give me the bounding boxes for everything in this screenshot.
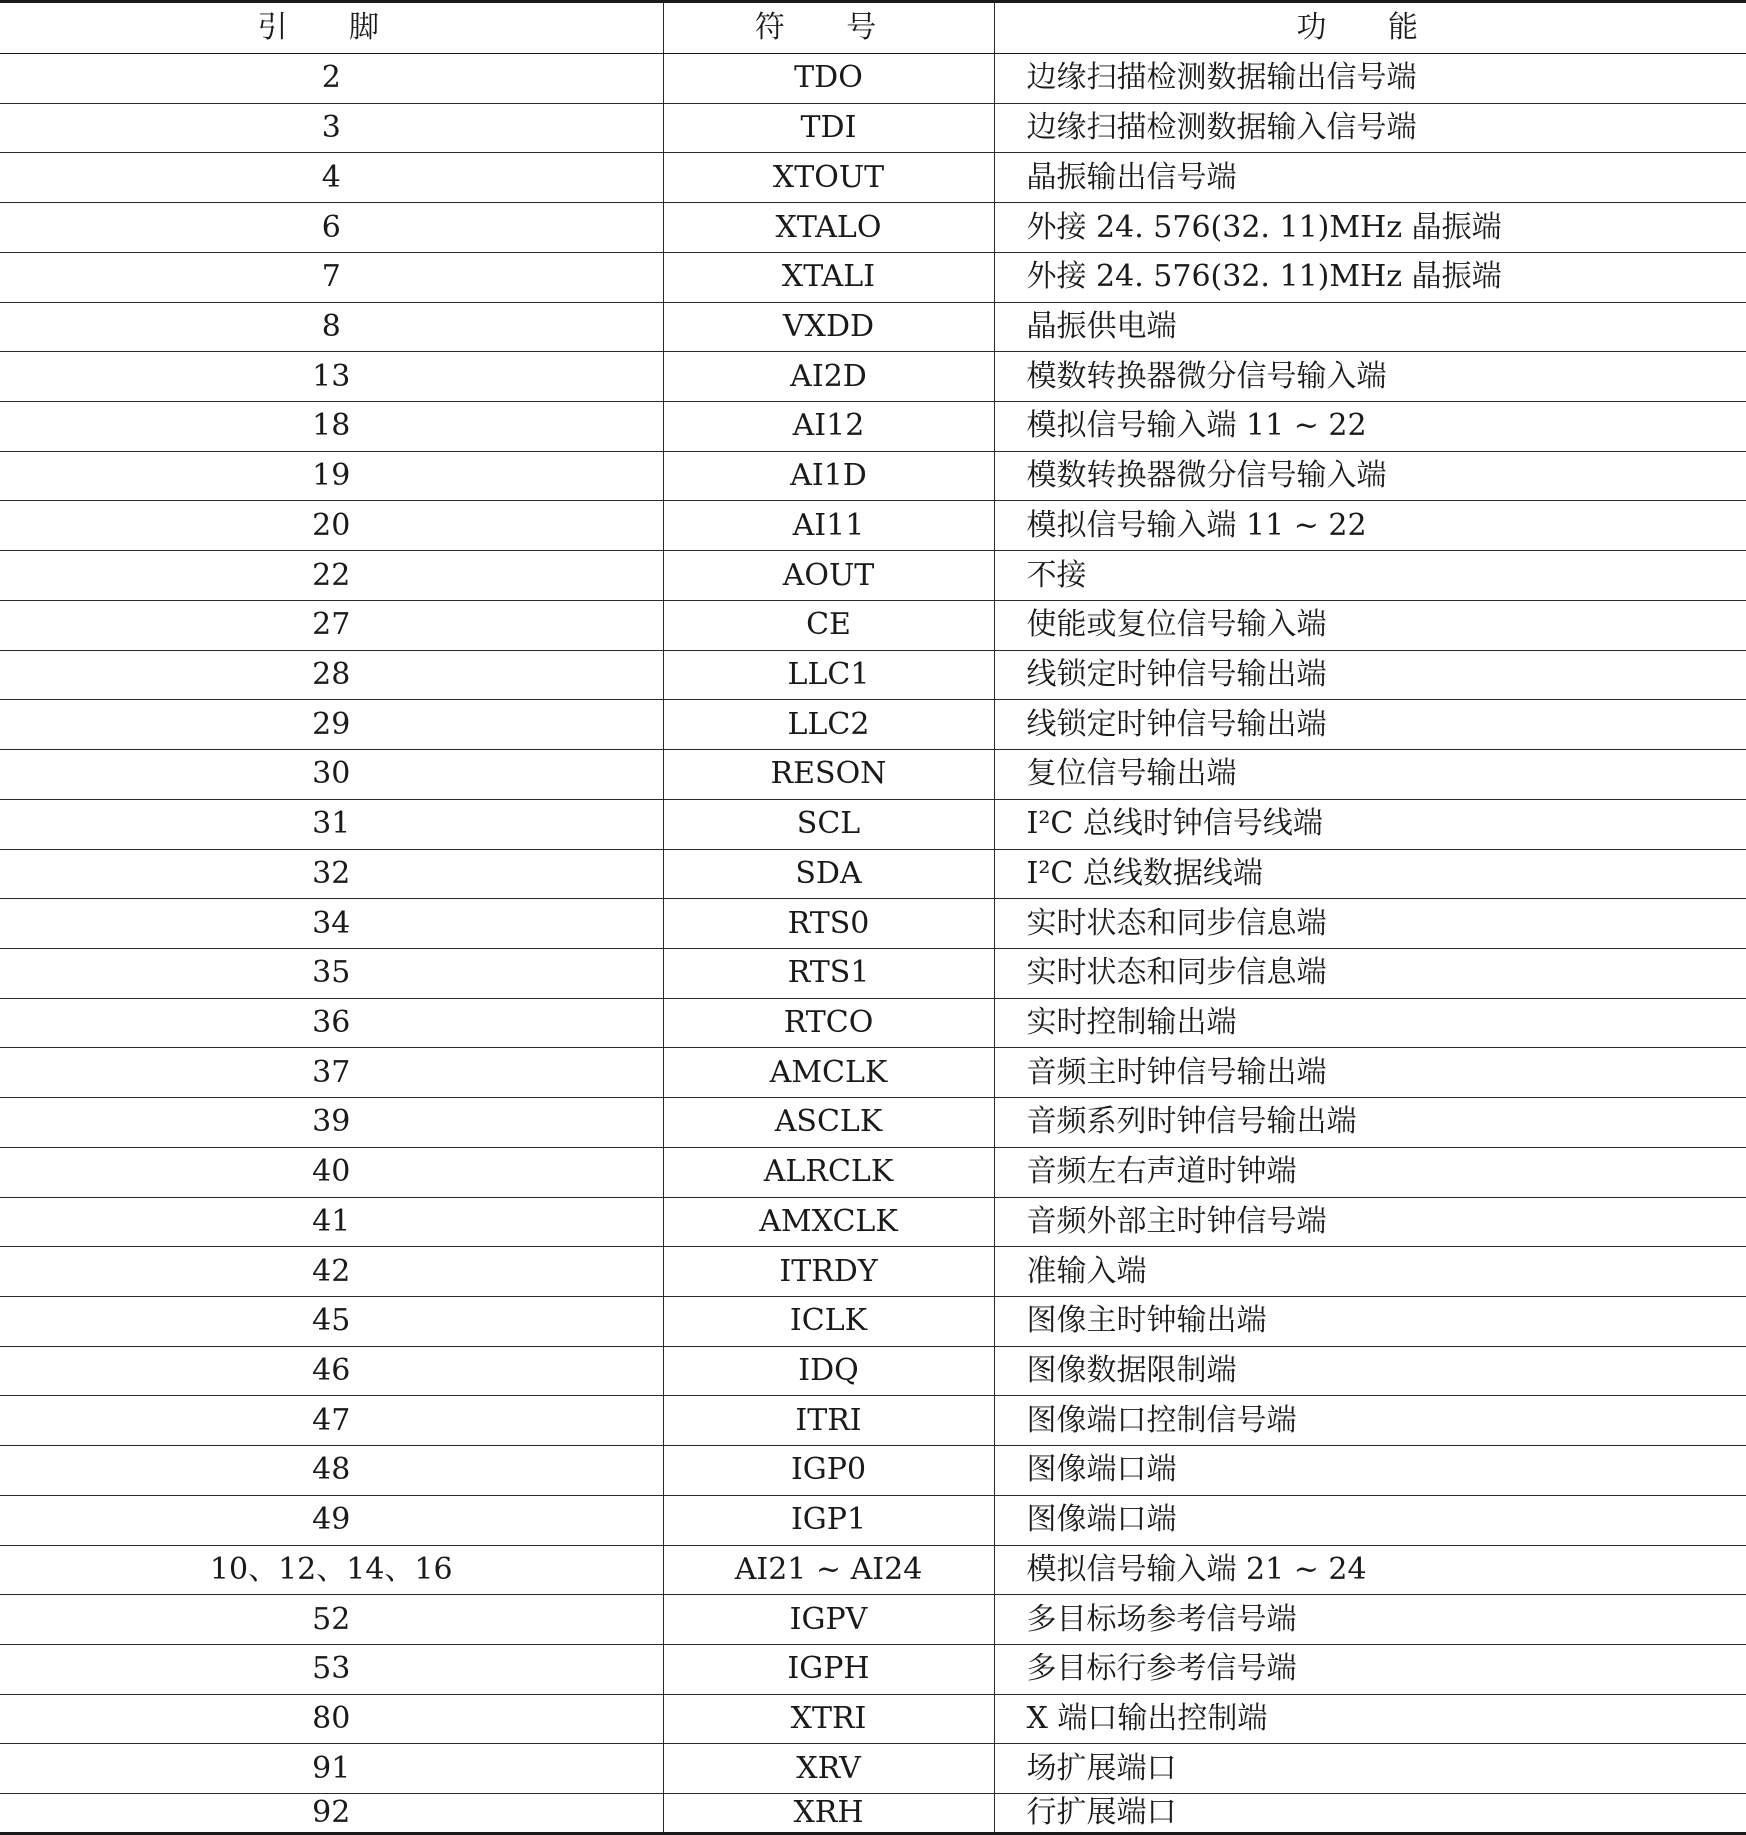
cell-function: 实时状态和同步信息端 xyxy=(994,899,1746,949)
cell-pin: 28 xyxy=(0,650,663,700)
cell-pin: 22 xyxy=(0,551,663,601)
table-row xyxy=(0,849,1746,899)
cell-function: 线锁定时钟信号输出端 xyxy=(994,700,1746,750)
cell-function: 图像端口端 xyxy=(994,1446,1746,1496)
cell-function: 音频系列时钟信号输出端 xyxy=(994,1098,1746,1148)
cell-pin: 49 xyxy=(0,1495,663,1545)
table-row xyxy=(0,153,1746,203)
cell-symbol: XRV xyxy=(663,1744,994,1794)
cell-function: 场扩展端口 xyxy=(994,1744,1746,1794)
cell-symbol: AMXCLK xyxy=(663,1197,994,1247)
cell-symbol: XTOUT xyxy=(663,153,994,203)
cell-symbol: ITRDY xyxy=(663,1247,994,1297)
cell-pin: 32 xyxy=(0,849,663,899)
cell-symbol: XTRI xyxy=(663,1694,994,1744)
cell-pin: 13 xyxy=(0,352,663,402)
cell-pin: 48 xyxy=(0,1446,663,1496)
cell-function: 外接 24. 576(32. 11)MHz 晶振端 xyxy=(994,203,1746,253)
cell-symbol: TDI xyxy=(663,103,994,153)
cell-pin: 92 xyxy=(0,1794,663,1834)
cell-symbol: ALRCLK xyxy=(663,1147,994,1197)
cell-symbol: LLC1 xyxy=(663,650,994,700)
table-row xyxy=(0,203,1746,253)
cell-symbol: IGP0 xyxy=(663,1446,994,1496)
cell-pin: 80 xyxy=(0,1694,663,1744)
table-row xyxy=(0,252,1746,302)
cell-pin: 45 xyxy=(0,1296,663,1346)
cell-pin: 47 xyxy=(0,1396,663,1446)
cell-symbol: XTALO xyxy=(663,203,994,253)
cell-symbol: AMCLK xyxy=(663,1048,994,1098)
table-row xyxy=(0,1197,1746,1247)
table-row xyxy=(0,1694,1746,1744)
cell-symbol: TDO xyxy=(663,54,994,104)
cell-pin: 27 xyxy=(0,600,663,650)
table-row xyxy=(0,451,1746,501)
cell-function: 晶振输出信号端 xyxy=(994,153,1746,203)
table-row xyxy=(0,551,1746,601)
table-row xyxy=(0,1247,1746,1297)
header-symbol: 符 号 xyxy=(663,2,994,54)
cell-symbol: IDQ xyxy=(663,1346,994,1396)
cell-function: 模数转换器微分信号输入端 xyxy=(994,451,1746,501)
cell-pin: 91 xyxy=(0,1744,663,1794)
table-row xyxy=(0,402,1746,452)
cell-symbol: AOUT xyxy=(663,551,994,601)
table-row xyxy=(0,1595,1746,1645)
cell-symbol: CE xyxy=(663,600,994,650)
table-row xyxy=(0,1645,1746,1695)
cell-symbol: IGPH xyxy=(663,1645,994,1695)
table-row xyxy=(0,352,1746,402)
cell-pin: 6 xyxy=(0,203,663,253)
cell-symbol: VXDD xyxy=(663,302,994,352)
cell-function: 模拟信号输入端 11 ~ 22 xyxy=(994,501,1746,551)
cell-function: 行扩展端口 xyxy=(994,1794,1746,1834)
table-body xyxy=(0,54,1746,1834)
cell-symbol: RTS1 xyxy=(663,948,994,998)
table-row xyxy=(0,948,1746,998)
table-row xyxy=(0,1545,1746,1595)
cell-symbol: AI21 ~ AI24 xyxy=(663,1545,994,1595)
cell-pin: 34 xyxy=(0,899,663,949)
cell-function: 线锁定时钟信号输出端 xyxy=(994,650,1746,700)
table-row xyxy=(0,54,1746,104)
cell-pin: 30 xyxy=(0,750,663,800)
cell-pin: 35 xyxy=(0,948,663,998)
header-pin: 引 脚 xyxy=(0,2,663,54)
cell-pin: 2 xyxy=(0,54,663,104)
cell-symbol: SDA xyxy=(663,849,994,899)
cell-symbol: AI11 xyxy=(663,501,994,551)
cell-pin: 41 xyxy=(0,1197,663,1247)
cell-function: 音频外部主时钟信号端 xyxy=(994,1197,1746,1247)
cell-pin: 10、12、14、16 xyxy=(0,1545,663,1595)
table-row xyxy=(0,750,1746,800)
cell-function: 图像数据限制端 xyxy=(994,1346,1746,1396)
cell-function: I²C 总线时钟信号线端 xyxy=(994,799,1746,849)
cell-function: 音频主时钟信号输出端 xyxy=(994,1048,1746,1098)
cell-symbol: XRH xyxy=(663,1794,994,1834)
cell-pin: 37 xyxy=(0,1048,663,1098)
table-row xyxy=(0,1346,1746,1396)
table-row xyxy=(0,650,1746,700)
cell-function: 外接 24. 576(32. 11)MHz 晶振端 xyxy=(994,252,1746,302)
cell-symbol: ITRI xyxy=(663,1396,994,1446)
cell-pin: 19 xyxy=(0,451,663,501)
cell-pin: 39 xyxy=(0,1098,663,1148)
cell-pin: 53 xyxy=(0,1645,663,1695)
cell-symbol: XTALI xyxy=(663,252,994,302)
cell-pin: 8 xyxy=(0,302,663,352)
table-row xyxy=(0,501,1746,551)
cell-function: 多目标场参考信号端 xyxy=(994,1595,1746,1645)
cell-pin: 40 xyxy=(0,1147,663,1197)
table-row xyxy=(0,302,1746,352)
table-row xyxy=(0,1296,1746,1346)
cell-pin: 4 xyxy=(0,153,663,203)
cell-function: 使能或复位信号输入端 xyxy=(994,600,1746,650)
cell-function: 模拟信号输入端 11 ~ 22 xyxy=(994,402,1746,452)
cell-function: 边缘扫描检测数据输入信号端 xyxy=(994,103,1746,153)
cell-function: 晶振供电端 xyxy=(994,302,1746,352)
table-header xyxy=(0,2,1746,54)
cell-function: 图像主时钟输出端 xyxy=(994,1296,1746,1346)
table-row xyxy=(0,1147,1746,1197)
cell-pin: 3 xyxy=(0,103,663,153)
cell-function: 实时状态和同步信息端 xyxy=(994,948,1746,998)
cell-pin: 18 xyxy=(0,402,663,452)
cell-pin: 7 xyxy=(0,252,663,302)
cell-function: I²C 总线数据线端 xyxy=(994,849,1746,899)
cell-function: 图像端口端 xyxy=(994,1495,1746,1545)
cell-pin: 29 xyxy=(0,700,663,750)
cell-function: X 端口输出控制端 xyxy=(994,1694,1746,1744)
cell-pin: 20 xyxy=(0,501,663,551)
cell-symbol: AI1D xyxy=(663,451,994,501)
cell-function: 复位信号输出端 xyxy=(994,750,1746,800)
table-row xyxy=(0,799,1746,849)
table-row xyxy=(0,1495,1746,1545)
cell-pin: 31 xyxy=(0,799,663,849)
cell-function: 实时控制输出端 xyxy=(994,998,1746,1048)
cell-symbol: RTCO xyxy=(663,998,994,1048)
table-row xyxy=(0,899,1746,949)
cell-function: 不接 xyxy=(994,551,1746,601)
table-row xyxy=(0,700,1746,750)
header-row xyxy=(0,2,1746,54)
cell-symbol: LLC2 xyxy=(663,700,994,750)
cell-symbol: AI12 xyxy=(663,402,994,452)
cell-symbol: RESON xyxy=(663,750,994,800)
cell-pin: 46 xyxy=(0,1346,663,1396)
cell-pin: 52 xyxy=(0,1595,663,1645)
cell-pin: 42 xyxy=(0,1247,663,1297)
cell-function: 模数转换器微分信号输入端 xyxy=(994,352,1746,402)
cell-symbol: SCL xyxy=(663,799,994,849)
table-row xyxy=(0,1396,1746,1446)
cell-function: 边缘扫描检测数据输出信号端 xyxy=(994,54,1746,104)
cell-symbol: ICLK xyxy=(663,1296,994,1346)
table-row xyxy=(0,1048,1746,1098)
table-row xyxy=(0,103,1746,153)
header-function: 功 能 xyxy=(994,2,1746,54)
table-row xyxy=(0,600,1746,650)
cell-symbol: AI2D xyxy=(663,352,994,402)
cell-pin: 36 xyxy=(0,998,663,1048)
table-row xyxy=(0,1098,1746,1148)
cell-function: 音频左右声道时钟端 xyxy=(994,1147,1746,1197)
table-row xyxy=(0,1794,1746,1834)
cell-symbol: RTS0 xyxy=(663,899,994,949)
cell-symbol: ASCLK xyxy=(663,1098,994,1148)
table-row xyxy=(0,1446,1746,1496)
cell-symbol: IGPV xyxy=(663,1595,994,1645)
cell-function: 准输入端 xyxy=(994,1247,1746,1297)
cell-function: 模拟信号输入端 21 ~ 24 xyxy=(994,1545,1746,1595)
cell-function: 图像端口控制信号端 xyxy=(994,1396,1746,1446)
cell-function: 多目标行参考信号端 xyxy=(994,1645,1746,1695)
cell-symbol: IGP1 xyxy=(663,1495,994,1545)
table-row xyxy=(0,998,1746,1048)
table-row xyxy=(0,1744,1746,1794)
